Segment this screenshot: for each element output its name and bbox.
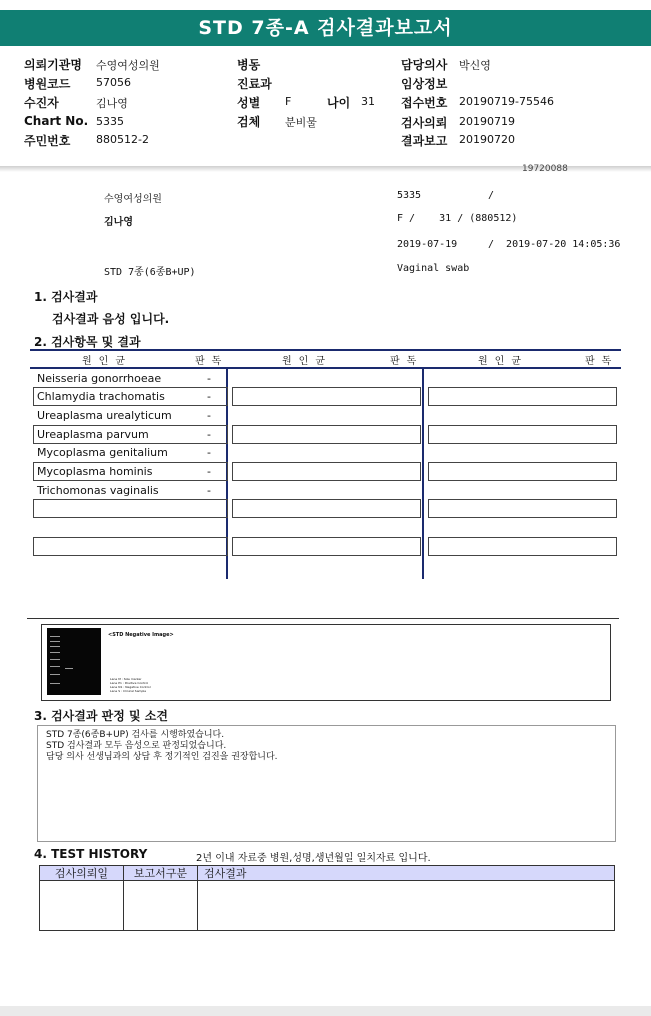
row-box (232, 499, 421, 518)
sub-test: STD 7종(6종B+UP) (104, 267, 196, 278)
history-cell (123, 881, 198, 931)
sub-patient: 김나영 (104, 217, 133, 228)
gel-band (50, 641, 60, 642)
table-header-line (30, 367, 621, 369)
history-col-request-date: 검사의뢰일 (39, 865, 124, 881)
col-organism-3: 원인균 (478, 356, 528, 367)
age-label: 나이 (327, 96, 351, 110)
doctor-value: 박신영 (459, 59, 491, 72)
table-row (37, 482, 159, 500)
header-info (0, 55, 651, 167)
table-row-result (207, 463, 211, 481)
receipt-value: 20190719-75546 (459, 95, 554, 108)
gel-band (50, 683, 60, 684)
organism-name: Mycoplasma hominis (37, 465, 153, 478)
table-row-result (207, 426, 211, 444)
patient-label: 수진자 (24, 96, 59, 110)
legend-line: Lane S : Clinical Sample (110, 689, 147, 693)
row-box (428, 387, 617, 406)
organism-result: - (207, 484, 211, 497)
results-table (30, 349, 621, 581)
section3-title: 3. 검사결과 판정 및 소견 (34, 709, 168, 723)
hospital-code-value: 57056 (96, 76, 131, 89)
patient-value: 김나영 (96, 97, 128, 110)
institution-label: 의뢰기관명 (24, 58, 82, 72)
dept-label: 진료과 (237, 77, 272, 91)
sub-date-from: 2019-07-19 (397, 239, 458, 250)
specimen-value: 분비물 (285, 116, 317, 129)
gel-band (50, 674, 60, 675)
gel-band (50, 646, 60, 647)
table-row (37, 407, 172, 425)
sub-chart: 5335 (397, 190, 422, 201)
organism-name: Ureaplasma urealyticum (37, 409, 172, 422)
history-note: 2년 이내 자료중 병원,성명,생년월일 일치자료 입니다. (196, 853, 431, 864)
gel-band (65, 668, 73, 669)
opinion-line: 담당 의사 선생님과의 상담 후 정기적인 검진을 권장합니다. (46, 752, 278, 762)
chart-value: 5335 (96, 115, 124, 128)
gel-image-panel (41, 624, 611, 701)
sub-date-to: / 2019-07-20 14:05:36 (488, 239, 621, 250)
sub-slash: / (488, 190, 495, 201)
organism-name: Trichomonas vaginalis (37, 484, 159, 497)
rrn-label: 주민번호 (24, 134, 71, 148)
row-box (232, 425, 421, 444)
organism-result: - (207, 372, 211, 385)
ward-label: 병동 (237, 58, 261, 72)
specimen-label: 검체 (237, 115, 261, 129)
sub-specimen: Vaginal swab (397, 263, 470, 274)
sub-clinic: 수영여성의원 (104, 194, 162, 205)
organism-result: - (207, 428, 211, 441)
row-box (232, 537, 421, 556)
section1-result: 검사결과 음성 입니다. (52, 312, 170, 326)
opinion-box (37, 725, 616, 842)
institution-value: 수영여성의원 (96, 59, 160, 72)
history-col-result: 검사결과 (197, 865, 615, 881)
organism-name: Chlamydia trachomatis (37, 390, 165, 403)
report-title: STD 7종-A 검사결과보고서 (0, 10, 651, 46)
sex-value: F (285, 95, 292, 108)
report-value: 20190720 (459, 133, 515, 146)
table-row (37, 426, 149, 444)
title-bar (0, 0, 651, 54)
table-row-result (207, 370, 211, 388)
image-caption: <STD Negative Image> (108, 632, 174, 638)
row-box (428, 537, 617, 556)
request-label: 검사의뢰 (401, 116, 448, 130)
row-box (428, 425, 617, 444)
hospital-code-label: 병원코드 (24, 77, 71, 91)
gel-band (50, 652, 60, 653)
table-row (37, 370, 161, 388)
table-divider-2 (422, 367, 424, 579)
table-row (37, 388, 165, 406)
organism-result: - (207, 465, 211, 478)
table-row-result (207, 482, 211, 500)
organism-result: - (207, 409, 211, 422)
sub-sexage: F / 31 / (880512) (397, 213, 518, 224)
opinion-line: STD 검사결과 모두 음성으로 판정되었습니다. (46, 741, 227, 751)
opinion-line: STD 7종(6종B+UP) 검사를 시행하였습니다. (46, 730, 225, 740)
history-table (39, 865, 615, 933)
rrn-value: 880512-2 (96, 133, 149, 146)
row-box (232, 387, 421, 406)
gel-band (50, 636, 60, 637)
row-box (428, 499, 617, 518)
organism-name: Ureaplasma parvum (37, 428, 149, 441)
gel-band (50, 659, 60, 660)
col-organism-1: 원인균 (82, 356, 132, 367)
table-row-result (207, 407, 211, 425)
gel-band (50, 666, 60, 667)
table-top-line (30, 349, 621, 351)
history-cell (197, 881, 615, 931)
clinical-label: 임상정보 (401, 77, 448, 91)
doctor-label: 담당의사 (401, 58, 448, 72)
image-legend (110, 677, 151, 693)
legend-line: Lane N1 : Negative Control (110, 685, 151, 689)
image-top-rule (27, 618, 619, 619)
table-row-result (207, 388, 211, 406)
report-label: 결과보고 (401, 134, 448, 148)
organism-name: Mycoplasma genitalium (37, 446, 168, 459)
request-value: 20190719 (459, 115, 515, 128)
organism-result: - (207, 390, 211, 403)
gel-image (47, 628, 101, 695)
row-box (428, 462, 617, 481)
organism-name: Neisseria gonorrhoeae (37, 372, 162, 385)
table-row (37, 444, 168, 462)
row-box (232, 462, 421, 481)
sex-label: 성별 (237, 96, 261, 110)
history-cell (39, 881, 124, 931)
col-organism-2: 원인균 (282, 356, 332, 367)
row-box (33, 537, 228, 556)
section4-title: 4. TEST HISTORY (34, 847, 148, 861)
footer-bar (0, 1006, 651, 1016)
history-col-report-type: 보고서구분 (123, 865, 198, 881)
col-result-2: 판독 (390, 356, 424, 367)
table-row-result (207, 444, 211, 462)
col-result-3: 판독 (585, 356, 619, 367)
organism-result: - (207, 446, 211, 459)
row-box (33, 499, 228, 518)
cut-number: 19720088 (522, 164, 568, 172)
table-row (37, 463, 152, 481)
col-result-1: 판독 (195, 356, 229, 367)
age-value: 31 (361, 95, 375, 108)
section1-title: 1. 검사결과 (34, 290, 98, 304)
section2-title: 2. 검사항목 및 결과 (34, 335, 141, 349)
legend-line: Lane M : Size marker (110, 677, 142, 681)
chart-label: Chart No. (24, 114, 89, 128)
legend-line: Lane P1 : Positive Control (110, 681, 149, 685)
receipt-label: 접수번호 (401, 96, 448, 110)
